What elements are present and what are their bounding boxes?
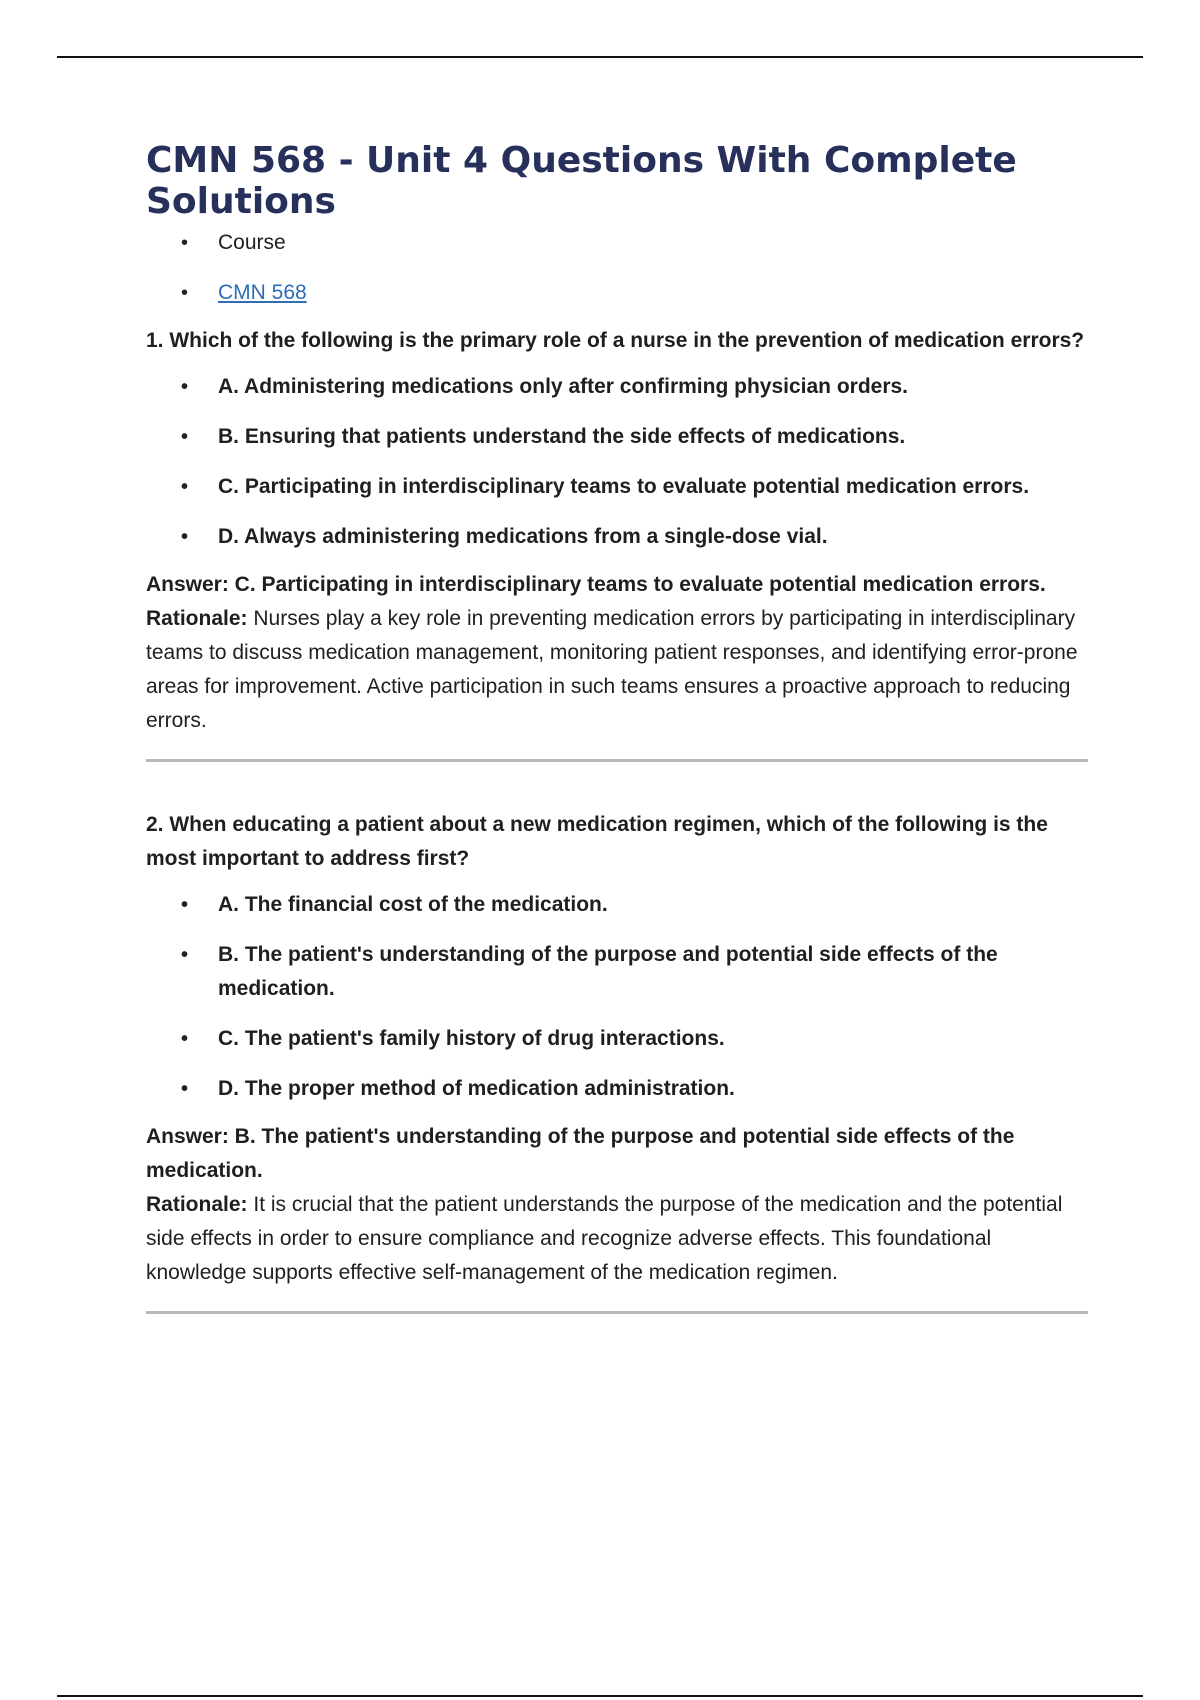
option-a: • A. Administering medications only after confirming physician orders. <box>146 370 1091 404</box>
answer-section <box>146 1120 1091 1290</box>
question-block-2 <box>146 808 1091 1314</box>
document-body <box>146 140 1091 1314</box>
course-label: • Course <box>146 226 1091 260</box>
option-b: • B. Ensuring that patients understand the side effects of medications. <box>146 420 1091 454</box>
answer-options <box>146 888 1091 1106</box>
question-prompt: 1. Which of the following is the primary role of a nurse in the prevention of medication errors? <box>146 329 1085 352</box>
rationale-text: Nurses play a key role in preventing medication errors by participating in interdisciplinary teams to discuss medication management, monitoring patient responses, and identifying error-prone areas for improvement. Active participation in such teams ensures a proactive approach to reducing errors. <box>146 607 1078 732</box>
option-c: • C. The patient's family history of drug interactions. <box>146 1022 1091 1056</box>
rationale-label: Rationale: <box>146 1193 254 1216</box>
option-d: • D. The proper method of medication administration. <box>146 1072 1091 1106</box>
option-b: • B. The patient's understanding of the purpose and potential side effects of the medication. <box>146 938 1091 1006</box>
section-divider <box>146 759 1088 762</box>
option-a: • A. The financial cost of the medication. <box>146 888 1091 922</box>
page-title: CMN 568 - Unit 4 Questions With Complete Solutions <box>146 140 1017 222</box>
rationale-label: Rationale: <box>146 607 254 630</box>
option-c: • C. Participating in interdisciplinary teams to evaluate potential medication errors. <box>146 470 1091 504</box>
course-link-item <box>146 276 1091 310</box>
course-meta-list <box>146 226 1091 310</box>
correct-answer: Answer: B. The patient's understanding of the purpose and potential side effects of the medication. <box>146 1125 1015 1182</box>
page-bottom-rule <box>57 1695 1143 1697</box>
question-prompt: 2. When educating a patient about a new medication regimen, which of the following is the most important to address first? <box>146 813 1048 870</box>
section-divider <box>146 1311 1088 1314</box>
course-link[interactable]: CMN 568 <box>218 281 307 304</box>
answer-section <box>146 568 1091 738</box>
answer-options <box>146 370 1091 554</box>
question-block-1 <box>146 324 1091 762</box>
option-d: • D. Always administering medications from a single-dose vial. <box>146 520 1091 554</box>
correct-answer: Answer: C. Participating in interdisciplinary teams to evaluate potential medication errors. <box>146 573 1046 596</box>
page-top-rule <box>57 56 1143 58</box>
rationale-text: It is crucial that the patient understands the purpose of the medication and the potential side effects in order to ensure compliance and recognize adverse effects. This foundational knowledge supports effective self-management of the medication regimen. <box>146 1193 1063 1284</box>
